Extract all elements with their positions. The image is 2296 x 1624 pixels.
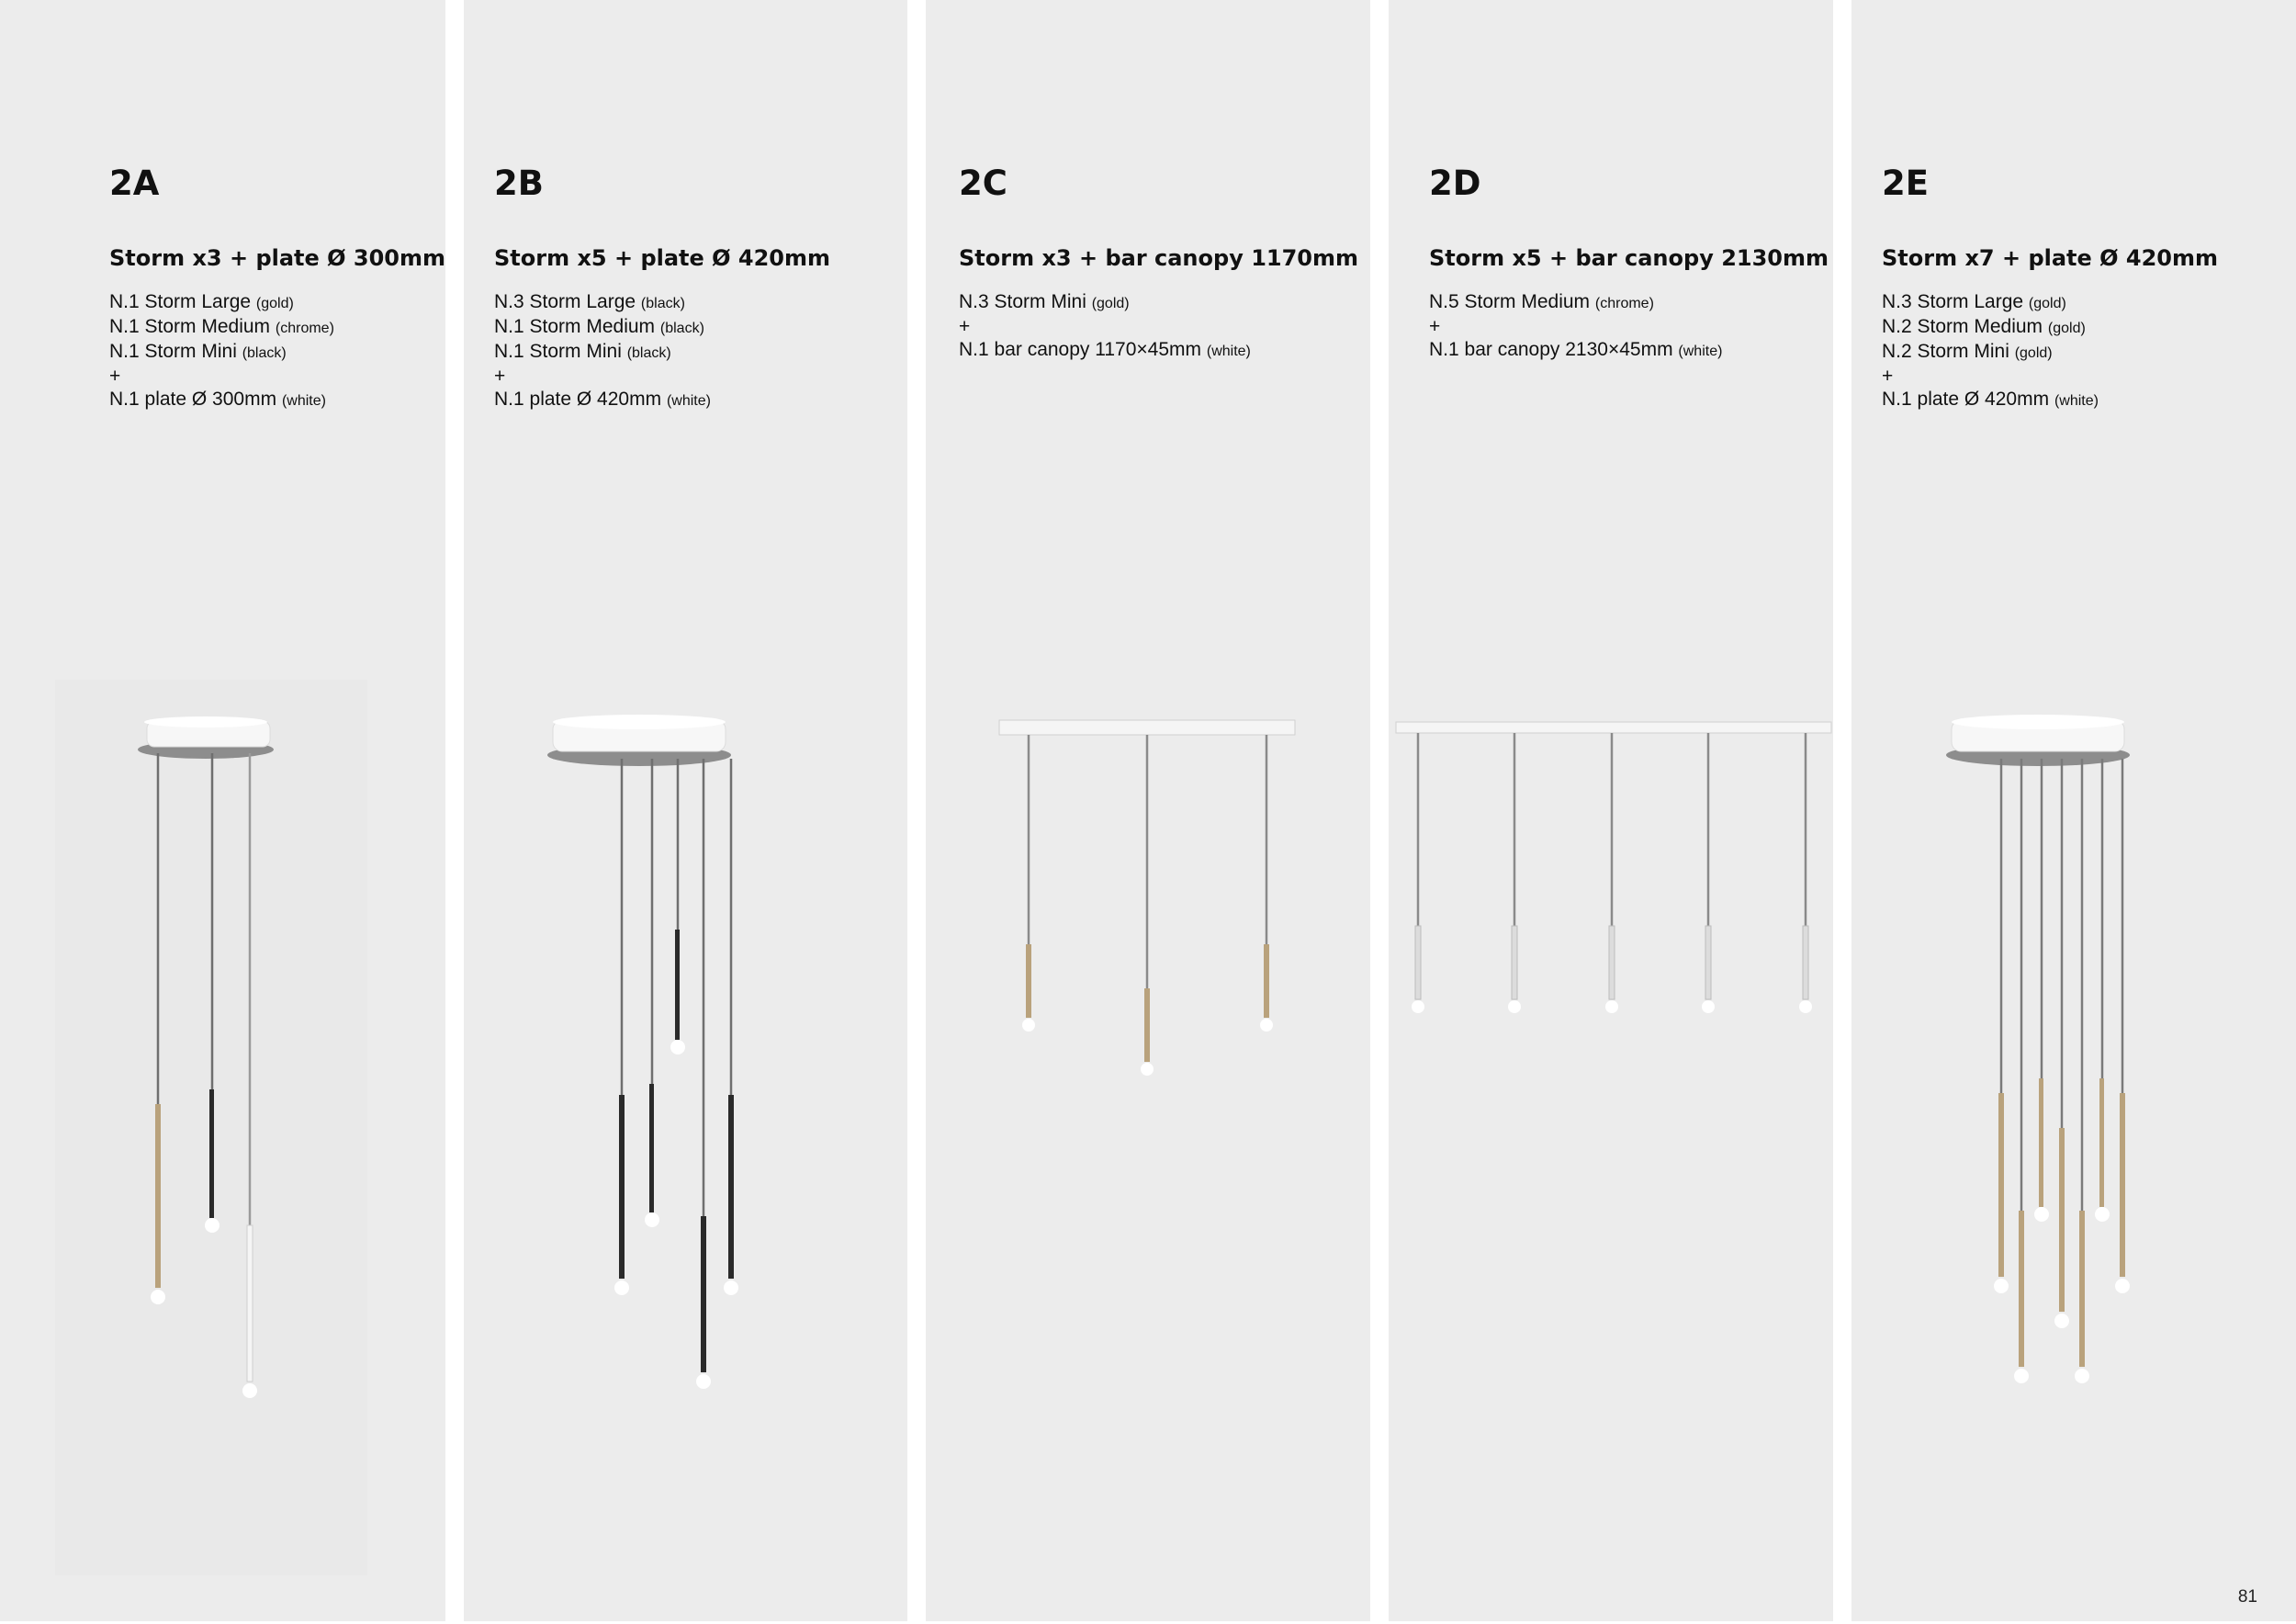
- pendant-image: [464, 680, 908, 1617]
- component-list: [1429, 290, 1829, 363]
- component-finish: (black): [242, 345, 287, 361]
- component-line: [1429, 338, 1829, 363]
- text-block: [494, 164, 830, 412]
- component-line: [1882, 315, 2218, 340]
- component-line: [959, 338, 1358, 363]
- configuration-title: Storm x7 + plate Ø 420mm: [1882, 245, 2219, 271]
- component-line: [109, 388, 445, 412]
- component-finish: (white): [2054, 393, 2099, 409]
- page-number: 81: [2237, 1587, 2257, 1607]
- component-finish: (gold): [1091, 296, 1130, 311]
- configuration-code: 2A: [109, 164, 160, 203]
- component-line: [494, 365, 830, 388]
- component-text: N.5 Storm Medium: [1429, 291, 1591, 312]
- text-block: [959, 164, 1358, 363]
- pendant-illustration-2e: [1851, 680, 2296, 1617]
- component-line: [1429, 315, 1829, 338]
- component-finish: (white): [1206, 344, 1251, 359]
- component-finish: (chrome): [1594, 296, 1654, 311]
- component-finish: (chrome): [275, 321, 334, 336]
- component-finish: (black): [640, 296, 685, 311]
- configuration-title: Storm x5 + plate Ø 420mm: [494, 245, 831, 271]
- component-list: [1882, 290, 2218, 412]
- component-finish: (white): [1678, 344, 1723, 359]
- component-line: [109, 290, 445, 315]
- pendant-image: [0, 680, 445, 1617]
- component-text: N.1 plate Ø 420mm: [494, 389, 662, 410]
- component-list: [494, 290, 830, 412]
- component-finish: (gold): [2028, 296, 2066, 311]
- pendant-image: [1851, 680, 2296, 1617]
- pendant-illustration-2b: [464, 680, 908, 1617]
- component-line: [1882, 290, 2218, 315]
- component-line: [494, 290, 830, 315]
- component-text: N.1 Storm Mini: [109, 341, 237, 362]
- component-finish: (black): [626, 345, 671, 361]
- component-text: N.1 Storm Mini: [494, 341, 622, 362]
- configuration-code: 2E: [1882, 164, 1930, 203]
- pendant-illustration-2a: [0, 680, 445, 1617]
- component-line: [1882, 340, 2218, 365]
- component-line: [109, 340, 445, 365]
- component-text: +: [959, 316, 971, 337]
- column-2e: [1851, 0, 2296, 1621]
- component-line: [494, 340, 830, 365]
- component-text: +: [494, 366, 506, 387]
- text-block: [1882, 164, 2218, 412]
- column-2a: [0, 0, 445, 1621]
- component-finish: (gold): [2047, 321, 2086, 336]
- component-text: N.2 Storm Medium: [1882, 316, 2043, 337]
- column-2b: [464, 0, 907, 1621]
- component-list: [109, 290, 445, 412]
- component-text: N.1 bar canopy 2130×45mm: [1429, 339, 1673, 360]
- text-block: [109, 164, 445, 412]
- component-finish: (gold): [2014, 345, 2053, 361]
- pendant-image: [1389, 680, 1833, 1617]
- component-finish: (white): [666, 393, 711, 409]
- component-text: N.1 Storm Medium: [494, 316, 656, 337]
- component-line: [1429, 290, 1829, 315]
- component-text: N.1 Storm Medium: [109, 316, 271, 337]
- configuration-title: Storm x3 + plate Ø 300mm: [109, 245, 446, 271]
- component-text: N.3 Storm Mini: [959, 291, 1086, 312]
- configuration-code: 2C: [959, 164, 1007, 203]
- component-text: +: [1429, 316, 1441, 337]
- configuration-code: 2D: [1429, 164, 1481, 203]
- component-line: [494, 315, 830, 340]
- component-text: N.3 Storm Large: [494, 291, 636, 312]
- component-finish: (gold): [255, 296, 294, 311]
- text-block: [1429, 164, 1829, 363]
- component-line: [109, 365, 445, 388]
- component-text: N.2 Storm Mini: [1882, 341, 2009, 362]
- component-line: [494, 388, 830, 412]
- component-text: +: [109, 366, 121, 387]
- component-text: +: [1882, 366, 1894, 387]
- component-finish: (white): [281, 393, 326, 409]
- component-line: [1882, 365, 2218, 388]
- pendant-illustration-2c: [926, 680, 1370, 1617]
- component-line: [959, 290, 1358, 315]
- component-text: N.1 Storm Large: [109, 291, 252, 312]
- component-list: [959, 290, 1358, 363]
- column-2d: [1389, 0, 1833, 1621]
- configuration-title: Storm x5 + bar canopy 2130mm: [1429, 245, 1829, 271]
- component-finish: (black): [659, 321, 704, 336]
- column-2c: [926, 0, 1370, 1621]
- pendant-illustration-2d: [1389, 680, 1833, 1617]
- component-line: [1882, 388, 2218, 412]
- component-line: [109, 315, 445, 340]
- component-text: N.1 plate Ø 420mm: [1882, 389, 2050, 410]
- pendant-image: [926, 680, 1370, 1617]
- component-line: [959, 315, 1358, 338]
- component-text: N.3 Storm Large: [1882, 291, 2024, 312]
- component-text: N.1 bar canopy 1170×45mm: [959, 339, 1202, 360]
- component-text: N.1 plate Ø 300mm: [109, 389, 277, 410]
- configuration-title: Storm x3 + bar canopy 1170mm: [959, 245, 1358, 271]
- configuration-code: 2B: [494, 164, 544, 203]
